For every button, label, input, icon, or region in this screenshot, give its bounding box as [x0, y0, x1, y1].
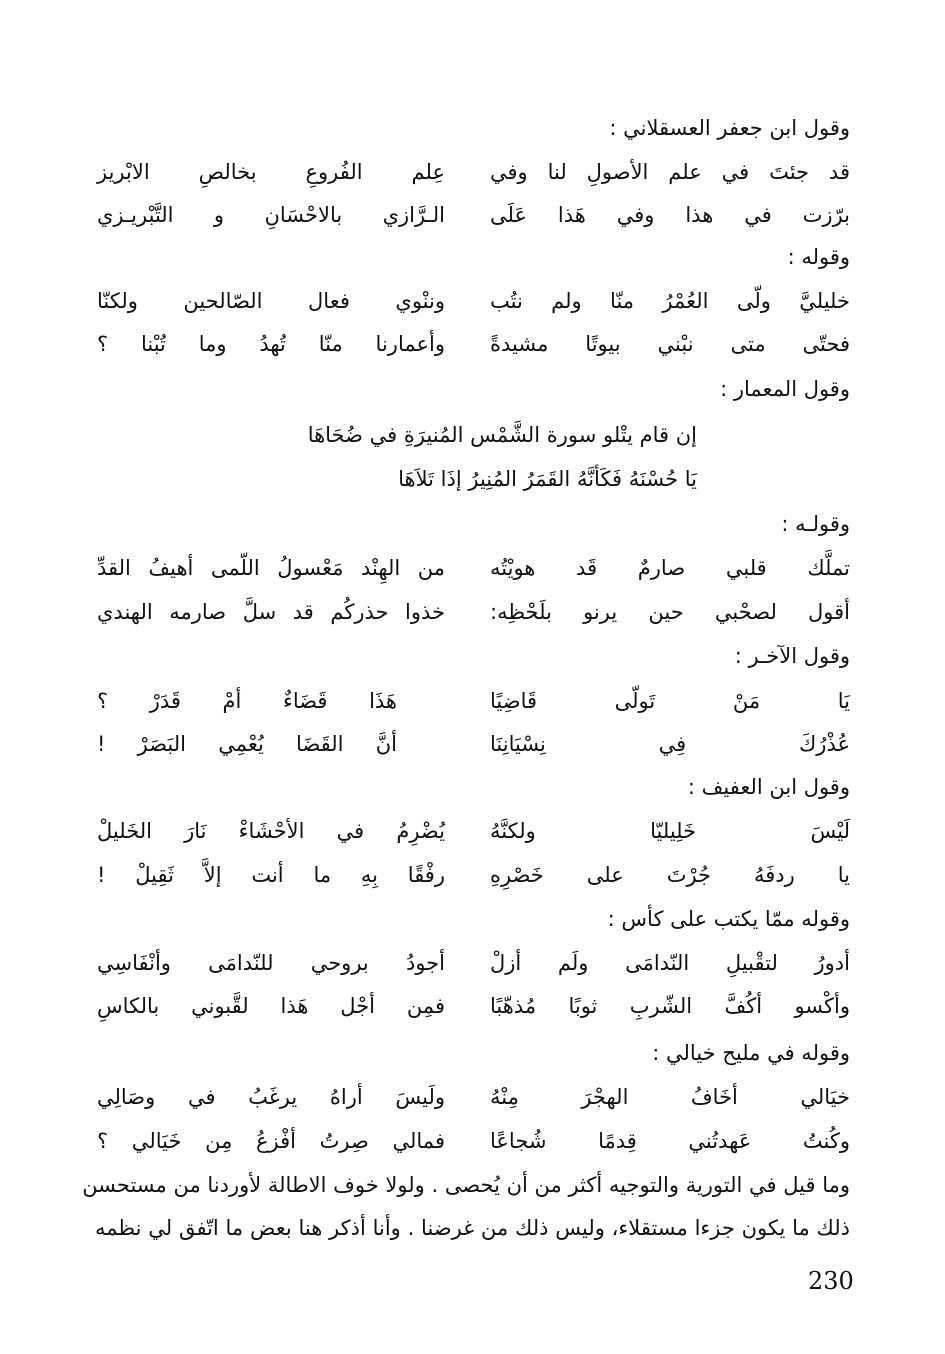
verse-second-hemistich: وأعمارنا منّا تُهدُ وما تُبْنا ؟: [97, 332, 445, 356]
poet-heading: وقول ابن العفيف :: [687, 775, 850, 799]
poet-heading: وقول ابن جعفر العسقلاني :: [609, 116, 850, 140]
verse-second-hemistich: وننْوي فعال الصّالحين ولكنّا: [97, 289, 445, 313]
verse-first-hemistich: أدورُ لتقْبيلِ النّدامَى ولَم أزلْ: [490, 951, 850, 975]
verse-first-hemistich: أقول لصحْبي حين يرنو بلَحْظِه:: [490, 600, 850, 624]
verse-first-hemistich: برّزت في هذا وفي هَذا عَلَى: [490, 203, 850, 227]
verse-first-hemistich: وكُنتُ عَهدتُني قِدمًا شُجاعًا: [490, 1129, 850, 1153]
verse-first-hemistich: قد جئتَ في علم الأصولِ لنا وفي: [490, 160, 850, 184]
verse-second-hemistich: هَذَا قَضَاءٌ أمْ قَدَرْ ؟: [97, 689, 397, 713]
verse-first-hemistich: وأكْسو أكُفَّ الشّربِ ثوبًا مُذهّبًا: [490, 994, 850, 1018]
verse-first-hemistich: خيَالي أخَافُ الهجْرَ مِنْهُ: [490, 1085, 850, 1109]
prose-line: ذلك ما يكون جزءا مستقلاء، وليس ذلك من غرضنا . وأنا أذكر هنا بعض ما اتّفق لي نظمه: [95, 1216, 850, 1240]
verse-second-hemistich: فمِن أجْل هَذا لقَّبوني بالكاسِ: [97, 994, 445, 1018]
verse-first-hemistich: يا ردفَهُ جُرْتَ على خَصْرِهِ: [490, 863, 850, 887]
page-number: 230: [808, 1267, 854, 1295]
verse-second-hemistich: الـرَّازي بالاحْسَانِ و التَّبْريـزي: [97, 203, 445, 227]
prose-line: وما قيل في التورية والتوجيه أكثر من أن يُحصى . ولولا خوف الاطالة لأوردنا من مستحسن: [82, 1173, 850, 1197]
poet-heading: وقولـه :: [781, 512, 850, 536]
verse-second-hemistich: يُضْرِمُ في الأحْشَاءْ نَارَ الخَليلْ: [97, 819, 445, 843]
poet-heading: وقوله ممّا يكتب على كأس :: [607, 907, 850, 931]
poet-heading: وقوله في مليح خيالي :: [652, 1041, 850, 1065]
verse-first-hemistich: تملَّك قلبي صارمٌ قَد هويْتُه: [490, 556, 850, 580]
verse-second-hemistich: عِلم الفُروعِ بخالصِ الابْريز: [97, 160, 445, 184]
verse-first-hemistich: خليليَّ ولّى العُمْرُ منّا ولم نتُب: [490, 289, 850, 313]
verse-second-hemistich: فمالي صِرتُ أفْزعُ مِن خَيَالي ؟: [97, 1129, 445, 1153]
poet-heading: وقوله :: [787, 245, 850, 269]
poet-heading: وقول المعمار :: [720, 377, 850, 401]
poet-heading: وقول الآخـر :: [734, 644, 850, 668]
verse-first-hemistich: عُذْرُكَ فِي نِسْيَانِنَا: [490, 732, 850, 756]
verse-first-hemistich: لَيْسَ خَلِيليّا ولكنَّهُ: [490, 819, 850, 843]
verse-second-hemistich: خذوا حذركُم قد سلَّ صارمه الهندي: [97, 600, 445, 624]
verse-centered: يَا حُسْنَهُ فَكَأنَّهُ القَمَرُ المُنِيرُ إذَا تَلاَهَا: [398, 467, 697, 491]
verse-second-hemistich: ولَيسَ أراهُ يرغَبُ في وصَالِي: [97, 1085, 445, 1109]
verse-second-hemistich: أنَّ القَضَا يُعْمِي البَصَرْ !: [97, 732, 397, 756]
verse-second-hemistich: أجودُ بروحي للنّدامَى وأنْفَاسِي: [97, 951, 445, 975]
verse-second-hemistich: رفْقًا بِهِ ما أنت إلاَّ ثَقِيلْ !: [97, 863, 445, 887]
verse-second-hemistich: من الهِنْد مَعْسولُ اللّمى أهيفُ القدِّ: [97, 556, 445, 580]
verse-centered: إن قام يتْلو سورة الشَّمْس المُنيرَةِ في ضُحَاهَا: [307, 423, 697, 447]
verse-first-hemistich: فحتّى متى نبْني بيوتًا مشيدةً: [490, 332, 850, 356]
verse-first-hemistich: يَا مَنْ تَولّى قَاضِيًا: [490, 689, 850, 713]
